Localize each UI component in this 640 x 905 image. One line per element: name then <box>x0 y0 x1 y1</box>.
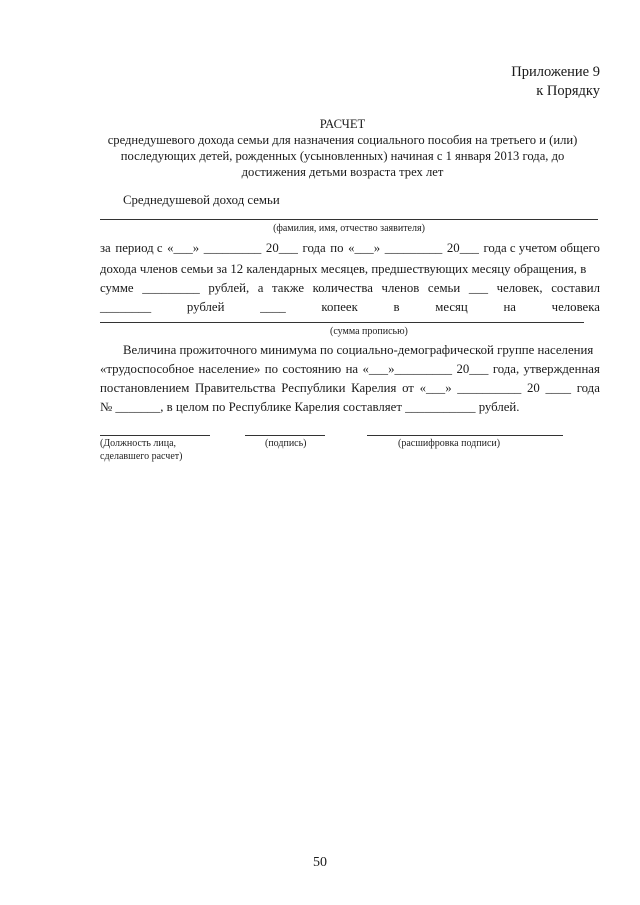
decoding-caption: (расшифровка подписи) <box>398 438 501 449</box>
form-word: года <box>576 381 600 395</box>
form-word: __________ <box>457 381 522 395</box>
form-word: Республики <box>281 381 346 395</box>
form-word: постановлением <box>100 381 190 395</box>
form-word: а <box>257 281 264 295</box>
form-word: года, <box>492 362 520 376</box>
form-word: ____ <box>260 300 286 314</box>
form-word: население» <box>198 362 261 376</box>
form-word: состоянию <box>282 362 342 376</box>
form-word: «трудоспособное <box>100 362 195 376</box>
income-label: Среднедушевой доход семьи <box>123 193 280 207</box>
form-word: в <box>393 300 400 314</box>
form-word: ________ <box>100 300 152 314</box>
position-caption: (Должность лица, <box>100 438 177 449</box>
appendix-reference: к Порядку <box>536 83 600 99</box>
form-word: на <box>503 300 516 314</box>
form-word: ___ <box>468 281 489 295</box>
title-line: последующих детей, рожденных (усыновленных) начиная с 1 января 2013 года, до <box>120 149 565 163</box>
form-word: человек, <box>496 281 543 295</box>
period-line <box>100 241 600 256</box>
minimum-line-1: Величина прожиточного минимума по социально-демографической группе населения <box>123 343 594 357</box>
form-word: _________ <box>384 241 443 255</box>
form-word: копеек <box>321 300 358 314</box>
form-word: утвержденная <box>523 362 600 376</box>
title-heading: РАСЧЕТ <box>319 117 366 131</box>
decoding-line <box>367 435 563 436</box>
form-word: за <box>100 241 111 255</box>
form-word: 20 <box>526 381 540 395</box>
months-line: дохода членов семьи за 12 календарных месяцев, предшествующих месяцу обращения, в <box>100 262 587 276</box>
form-word: составил <box>551 281 600 295</box>
title-line: среднедушевого дохода семьи для назначения социального пособия на третьего и (или) <box>107 133 578 147</box>
signature-line <box>245 435 325 436</box>
form-word: «___» <box>348 241 381 255</box>
minimum-line-2 <box>100 362 600 377</box>
form-word: _________ <box>142 281 200 295</box>
form-word: «___» <box>167 241 200 255</box>
minimum-line-3 <box>100 381 600 396</box>
form-word: членов <box>381 281 420 295</box>
position-caption: сделавшего расчет) <box>100 451 183 462</box>
appendix-label: Приложение 9 <box>511 64 600 80</box>
page-number: 50 <box>313 855 327 870</box>
form-word: на <box>345 362 359 376</box>
sum-in-words-line <box>100 322 584 323</box>
position-line <box>100 435 210 436</box>
form-word: период с <box>115 241 163 255</box>
form-word: Правительства <box>195 381 276 395</box>
form-word: по <box>330 241 344 255</box>
sum-in-words-caption: (сумма прописью) <box>330 326 408 337</box>
form-word: Карелия <box>351 381 397 395</box>
form-word: ____ <box>545 381 572 395</box>
form-word: также <box>272 281 305 295</box>
sum-line <box>100 281 600 296</box>
signature-caption: (подпись) <box>265 438 307 449</box>
form-word: рублей, <box>208 281 250 295</box>
applicant-caption: (фамилия, имя, отчество заявителя) <box>273 223 425 234</box>
applicant-name-line <box>100 219 598 220</box>
form-word: от <box>402 381 414 395</box>
form-word: рублей <box>186 300 225 314</box>
minimum-line-4: № _______, в целом по Республике Карелия составляет ___________ рублей. <box>100 400 520 414</box>
form-word: сумме <box>100 281 134 295</box>
form-word: количества <box>312 281 373 295</box>
form-word: месяц <box>435 300 468 314</box>
title-line: достижения детьми возраста трех лет <box>241 165 444 179</box>
form-word: 20___ <box>446 241 479 255</box>
form-word: года с учетом общего <box>483 241 600 255</box>
per-member-line <box>100 300 600 315</box>
form-word: по <box>264 362 279 376</box>
form-word: человека <box>551 300 600 314</box>
form-word: 20___ <box>265 241 298 255</box>
form-word: _________ <box>203 241 262 255</box>
form-word: «___»_________ <box>362 362 453 376</box>
form-word: «___» <box>419 381 452 395</box>
form-word: семьи <box>427 281 461 295</box>
document-title <box>60 116 625 180</box>
form-word: года <box>302 241 326 255</box>
form-word: 20___ <box>456 362 489 376</box>
